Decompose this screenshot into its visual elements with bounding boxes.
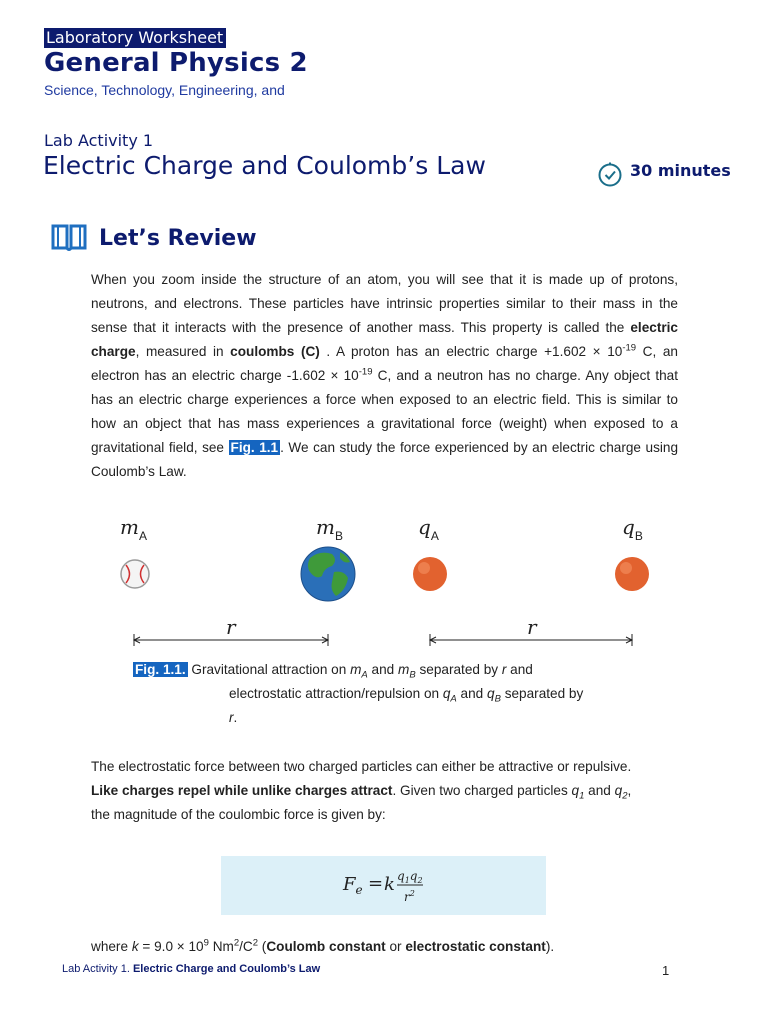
charged-sphere-qA [413,557,447,591]
text-run: /C [239,939,253,954]
var-sub: 1 [579,790,585,802]
exponent: 9 [203,937,209,949]
text-run: When you zoom inside the structure of an atom, you will see that it is made up of protons, neutrons, and electrons. These particles have intrinsic properties similar to their mass in the sense that it interacts with the presence of another mass. This property is called the [91,272,678,335]
lab-activity-number: Lab Activity 1 [44,131,154,150]
text-run: and [506,662,533,677]
text-run: = 9.0 × 10 [138,939,204,954]
var: k [131,939,139,954]
text-run: and [367,662,399,677]
formula-q2-sub: 2 [417,876,423,885]
label-mA: $m_A$ [120,515,147,543]
label-qB: $q_B$ [622,515,643,543]
formula-q2: q [409,869,418,883]
figure-1-1 [110,510,670,650]
term-electrostatic-constant: electrostatic constant [405,939,546,954]
caption-continuation [133,682,633,706]
var: m [350,662,362,677]
svg-text:q1q2 [397,869,423,885]
figure-caption [133,658,633,730]
review-paragraph [91,268,678,484]
formula-q1-sub: 1 [404,876,410,885]
course-title: General Physics 2 [44,48,308,78]
course-subtitle: Science, Technology, Engineering, and [44,82,285,98]
duration-label: 30 minutes [630,161,731,180]
exponent: 2 [252,937,259,949]
label-mB: $m_B$ [316,515,343,543]
formula-k: k [384,874,395,895]
label-r-electrostatic: r [527,615,537,639]
coulomb-formula [221,856,546,915]
term-coulomb-constant: Coulomb constant [266,939,386,954]
worksheet-badge: Laboratory Worksheet [44,28,226,48]
text-run: C, and a neutron has no charge. Any object that has an electric charge experiences a force when exposed to an electric field. This is similar to how an object that has mass experiences a gravitational force (weight) when exposed to a gravitational field, see [91,368,679,455]
section-heading-lets-review: Let’s Review [99,226,257,251]
footer-activity-label [62,963,320,975]
coulomb-formula-box [221,856,546,915]
var: q [442,686,451,701]
formula-equals: = [368,873,384,894]
formula-r-sup: 2 [409,889,415,898]
var: q [487,686,495,701]
formula-F-sub: e [355,883,363,897]
formula-r: r [404,890,410,904]
footer-prefix: Lab Activity 1. [62,963,133,975]
svg-text:r2 [404,889,415,904]
text-run: , measured in [135,344,231,359]
text-run: . A proton has an electric charge +1.602 × 10 [319,344,623,359]
var-sub: B [409,669,416,681]
footer-title: Electric Charge and Coulomb’s Law [132,963,321,975]
text-run: Gravitational attraction on [187,662,351,677]
var: r [501,662,507,677]
text-run: Nm [208,939,234,954]
earth-globe-icon [301,547,355,601]
exponent: -19 [622,342,637,354]
open-book-icon [50,221,88,253]
text-run: . Given two charged particles [392,783,572,798]
page-number: 1 [662,963,670,978]
text-run: , the magnitude of the coulombic force is given by: [91,783,632,822]
label-r-gravity: r [226,615,236,639]
text-run: ( [258,939,267,954]
text-run: electrostatic attraction/repulsion on [229,686,443,701]
formula-q1: q [397,869,405,883]
text-run: separated by [415,662,502,677]
text-run: C, an electron has an electric charge -1.602 × 10 [91,344,678,383]
figure-reference-link[interactable]: Fig. 1.1 [230,440,279,455]
term-electric-charge: electric charge [91,320,678,359]
svg-text:Fe [342,874,363,897]
lab-activity-title: Electric Charge and Coulomb’s Law [43,151,486,180]
text-run: or [385,939,406,954]
term-coulombs: coulombs (C) [230,344,320,359]
text-run: ). [545,939,555,954]
exponent: 2 [233,937,240,949]
text-run: . We can study the force experienced by an electric charge using Coulomb’s Law. [91,440,678,479]
var: r [229,710,234,725]
clock-icon [597,162,623,188]
coulomb-constant-definition [91,935,554,959]
caption-continuation [133,706,633,730]
formula-F: F [343,874,356,895]
coulomb-intro-paragraph [91,755,651,827]
text-run: and [456,686,487,701]
var-sub: A [450,693,457,705]
var: q [614,783,623,798]
label-qA: $q_A$ [418,515,439,543]
charged-sphere-qB [615,557,649,591]
baseball-icon [121,560,149,588]
text-run: separated by [500,686,584,701]
text-run: The electrostatic force between two charged particles can either be attractive or repulsive. [91,759,632,774]
var-sub: B [494,693,501,705]
exponent: -19 [358,366,373,378]
figure-caption-label: Fig. 1.1. [135,662,186,677]
text-run: and [584,783,615,798]
var-sub: 2 [622,790,628,802]
var: q [571,783,580,798]
text-run: where [91,939,132,954]
var: m [398,662,410,677]
var-sub: A [361,669,368,681]
key-statement: Like charges repel while unlike charges attract [91,783,393,798]
text-run: . [233,710,238,725]
